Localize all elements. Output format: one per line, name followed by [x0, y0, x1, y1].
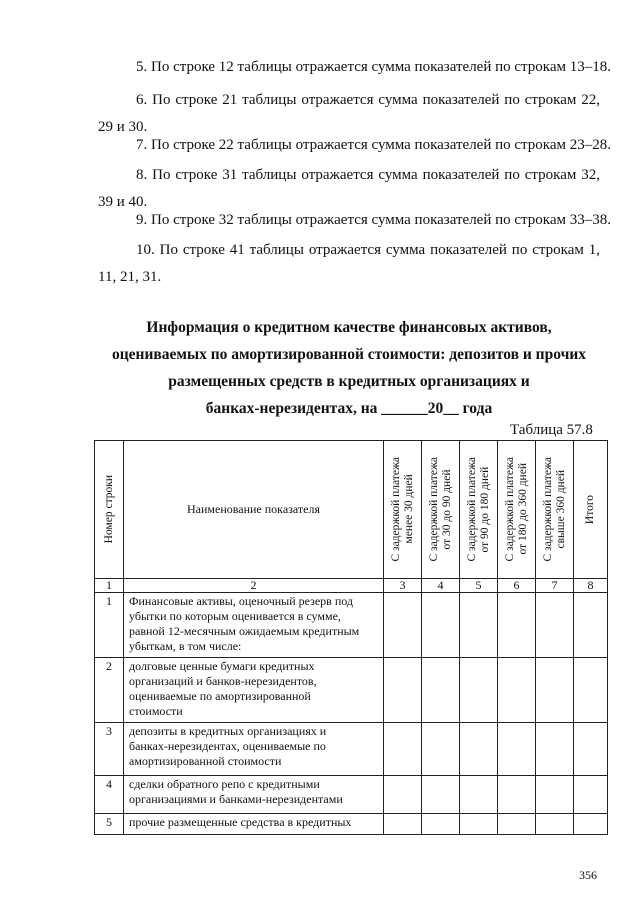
header-line: С задержкой платежа — [503, 457, 516, 562]
header-name: Наименование показателя — [124, 441, 384, 579]
row-number: 1 — [95, 593, 124, 658]
header-row-number-label: Номер строки — [102, 475, 115, 544]
data-cell — [574, 593, 608, 658]
row-name — [124, 658, 384, 723]
data-cell — [460, 658, 498, 723]
data-cell — [460, 593, 498, 658]
section-heading — [98, 314, 600, 422]
table-row — [95, 723, 608, 776]
header-row-number — [95, 441, 124, 579]
header-line: С задержкой платежа — [465, 457, 478, 562]
header-col-6 — [498, 441, 536, 579]
data-cell — [574, 658, 608, 723]
column-number: 2 — [124, 579, 384, 593]
data-cell — [422, 814, 460, 835]
paragraph-9 — [98, 212, 612, 228]
data-cell — [574, 776, 608, 814]
data-cell — [536, 723, 574, 776]
row-name-line: организациями и банками-нерезидентами — [129, 792, 343, 806]
table-label: Таблица 57.8 — [510, 422, 593, 438]
row-name-line: убыткам, в том числе: — [129, 639, 242, 653]
header-line: от 180 до 360 дней — [516, 463, 529, 556]
paragraph-5 — [98, 59, 612, 75]
table-row — [95, 593, 608, 658]
column-number: 8 — [574, 579, 608, 593]
data-cell — [384, 814, 422, 835]
credit-quality-table — [94, 440, 608, 835]
table-row — [95, 814, 608, 835]
header-col-7 — [536, 441, 574, 579]
heading-line: Информация о кредитном качестве финансовых активов, — [146, 319, 552, 336]
data-cell — [498, 776, 536, 814]
header-line: С задержкой платежа — [427, 457, 440, 562]
header-total-label: Итого — [584, 494, 596, 525]
data-cell — [498, 723, 536, 776]
header-line: менее 30 дней — [402, 474, 415, 545]
data-cell — [384, 593, 422, 658]
data-cell — [460, 814, 498, 835]
header-col-3 — [384, 441, 422, 579]
paragraph-line: 6. По строке 21 таблицы отражается сумма показателей по строкам 22, — [136, 92, 600, 108]
header-col-5 — [460, 441, 498, 579]
row-name-line: амортизированной стоимости — [129, 754, 282, 768]
data-cell — [384, 658, 422, 723]
data-cell — [498, 658, 536, 723]
data-cell — [536, 593, 574, 658]
header-line: С задержкой платежа — [541, 457, 554, 562]
paragraph-8 — [98, 162, 600, 216]
data-cell — [422, 723, 460, 776]
data-cell — [498, 593, 536, 658]
row-number: 5 — [95, 814, 124, 835]
row-name — [124, 776, 384, 814]
column-number-row — [95, 579, 608, 593]
data-cell — [536, 776, 574, 814]
paragraph-line: 29 и 30. — [98, 119, 148, 135]
column-number: 1 — [95, 579, 124, 593]
column-number: 7 — [536, 579, 574, 593]
data-cell — [384, 776, 422, 814]
header-line: свыше 360 дней — [554, 470, 567, 549]
row-name — [124, 814, 384, 835]
row-name — [124, 723, 384, 776]
row-name-line: депозиты в кредитных организациях и — [129, 724, 327, 738]
paragraph-line: 5. По строке 12 таблицы отражается сумма показателей по строкам 13–18. — [136, 59, 612, 75]
paragraph-line: 11, 21, 31. — [98, 269, 162, 285]
table-header-row — [95, 441, 608, 579]
row-name — [124, 593, 384, 658]
data-cell — [536, 658, 574, 723]
paragraph-line: 39 и 40. — [98, 194, 148, 210]
header-line: от 90 до 180 дней — [478, 466, 491, 553]
table-row — [95, 776, 608, 814]
row-name-line: равной 12-месячным ожидаемым кредитным — [129, 624, 360, 638]
column-number: 5 — [460, 579, 498, 593]
paragraph-10 — [98, 237, 600, 291]
column-number: 3 — [384, 579, 422, 593]
heading-line: размещенных средств в кредитных организациях и — [168, 373, 530, 390]
header-line: от 30 до 90 дней — [440, 469, 453, 550]
paragraph-line: 10. По строке 41 таблицы отражается сумма показателей по строкам 1, — [136, 242, 600, 258]
paragraph-6 — [98, 87, 600, 141]
paragraph-line: 8. По строке 31 таблицы отражается сумма показателей по строкам 32, — [136, 167, 600, 183]
row-number: 3 — [95, 723, 124, 776]
heading-line: банках-нерезидентах, на ______20__ года — [205, 400, 493, 417]
data-cell — [574, 814, 608, 835]
row-name-line: убытки по которым оценивается в сумме, — [129, 609, 341, 623]
data-cell — [460, 776, 498, 814]
row-name-line: прочие размещенные средства в кредитных — [129, 815, 352, 829]
row-name-line: долговые ценные бумаги кредитных — [129, 659, 315, 673]
row-name-line: Финансовые активы, оценочный резерв под — [129, 594, 354, 608]
row-name-line: организаций и банков-нерезидентов, — [129, 674, 317, 688]
column-number: 6 — [498, 579, 536, 593]
row-name-line: оцениваемые по амортизированной — [129, 689, 311, 703]
data-cell — [422, 776, 460, 814]
row-number: 4 — [95, 776, 124, 814]
row-name-line: банках-нерезидентах, оцениваемые по — [129, 739, 326, 753]
data-cell — [460, 723, 498, 776]
data-cell — [574, 723, 608, 776]
column-number: 4 — [422, 579, 460, 593]
header-line: С задержкой платежа — [389, 457, 402, 562]
row-name-line: сделки обратного репо с кредитными — [129, 777, 320, 791]
data-cell — [498, 814, 536, 835]
data-cell — [422, 593, 460, 658]
data-cell — [422, 658, 460, 723]
data-cell — [384, 723, 422, 776]
header-col-8 — [574, 441, 608, 579]
row-name-line: стоимости — [129, 704, 183, 718]
page-number: 356 — [579, 868, 597, 882]
paragraph-line: 7. По строке 22 таблицы отражается сумма показателей по строкам 23–28. — [136, 137, 612, 153]
data-cell — [536, 814, 574, 835]
row-number: 2 — [95, 658, 124, 723]
paragraph-7 — [98, 137, 612, 153]
heading-line: оцениваемых по амортизированной стоимости: депозитов и прочих — [112, 346, 586, 363]
header-col-4 — [422, 441, 460, 579]
paragraph-line: 9. По строке 32 таблицы отражается сумма показателей по строкам 33–38. — [136, 212, 612, 228]
table-row — [95, 658, 608, 723]
